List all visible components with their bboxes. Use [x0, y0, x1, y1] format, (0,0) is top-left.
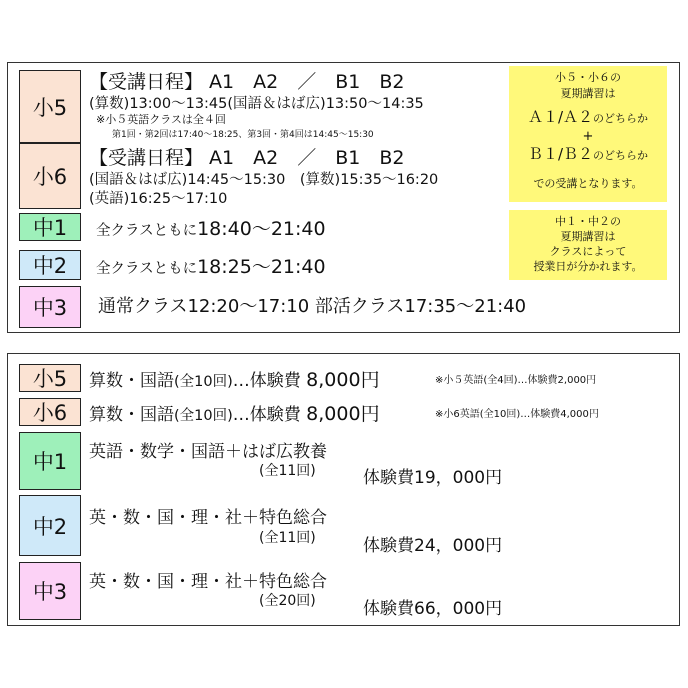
- j2-schedule-prefix: 全クラスともに: [96, 261, 198, 277]
- e5-fee-subjects: 算数・国語: [89, 371, 174, 391]
- elem-note-line3: [509, 106, 667, 130]
- e5-english-note: ※小５英語クラスは全４回: [96, 113, 226, 126]
- e5-fee-count: (全10回): [174, 374, 233, 390]
- e6-fee-line: [89, 399, 380, 426]
- elementary-course-note: [509, 66, 667, 202]
- j1-fee-count: (全11回): [259, 463, 316, 479]
- e6-english-fee-note: ※小6英語(全10回)…体験費4,000円: [435, 409, 599, 420]
- j1-schedule-time: 18:40～21:40: [197, 218, 326, 240]
- e6-schedule-times: (国語＆はば広)14:45～15:30 (算数)15:35～16:20: [89, 172, 439, 188]
- j2-schedule-time: 18:25～21:40: [197, 256, 326, 278]
- e5-english-times: 第1回・第2回は17:40～18:25、第3回・第4回は14:45～15:30: [112, 130, 374, 140]
- elem-note-b-option: Ｂ１/Ｂ２: [527, 145, 594, 163]
- e5-fee-line: [89, 365, 380, 392]
- e5-fee-amount: 8,000円: [306, 369, 380, 391]
- e5-fee-prefix: …体験費: [232, 371, 307, 391]
- j2-fee-subjects: 英・数・国・理・社＋特色総合: [89, 508, 327, 528]
- j1-fee-amount: 体験費19，000円: [363, 468, 503, 488]
- elem-note-line5: での受講となります。: [533, 177, 643, 190]
- e6-english-times: (英語)16:25～17:10: [89, 191, 228, 207]
- elem-note-b-suffix: のどちらか: [593, 149, 649, 162]
- fee-panel: [7, 353, 680, 626]
- j2-schedule: [96, 252, 326, 279]
- grade-badge-j2: 中2: [19, 250, 81, 280]
- j3-fee-amount: 体験費66，000円: [363, 599, 503, 619]
- elem-note-line1: 小５・小６の: [555, 71, 621, 84]
- j3-schedule: 通常クラス12:20～17:10 部活クラス17:35～21:40: [98, 296, 527, 317]
- elem-note-line4: [509, 144, 667, 166]
- e5-schedule-heading: 【受講日程】 A1 A2 ／ B1 B2: [89, 71, 405, 93]
- elem-note-a-suffix: のどちらか: [593, 112, 649, 125]
- e5-schedule-times: (算数)13:00～13:45(国語＆はば広)13:50～14:35: [89, 96, 424, 112]
- elem-note-a-option: Ａ１/Ａ２: [527, 108, 594, 126]
- j3-fee-subjects: 英・数・国・理・社＋特色総合: [89, 572, 327, 592]
- jr-note-line3: クラスによって: [549, 245, 627, 258]
- junior-high-course-note: [509, 210, 667, 280]
- elem-note-line2: 夏期講習は: [560, 87, 616, 100]
- e6-schedule-heading: 【受講日程】 A1 A2 ／ B1 B2: [89, 147, 405, 169]
- grade-badge-j1: 中1: [19, 213, 81, 241]
- e6-fee-subjects: 算数・国語: [89, 405, 174, 425]
- fee-grade-badge-j2: 中2: [19, 495, 81, 556]
- e6-fee-prefix: …体験費: [232, 405, 307, 425]
- jr-note-line1: 中１・中２の: [555, 215, 621, 228]
- fee-grade-badge-e6: 小6: [19, 398, 81, 426]
- e5-english-fee-note: ※小５英語(全4回)…体験費2,000円: [435, 375, 597, 386]
- j1-schedule: [96, 214, 326, 241]
- fee-grade-badge-e5: 小5: [19, 364, 81, 392]
- grade-badge-j3: 中3: [19, 286, 81, 328]
- elem-note-plus: +: [582, 129, 594, 144]
- schedule-panel: [7, 62, 680, 333]
- jr-note-line4: 授業日が分かれます。: [533, 260, 643, 273]
- e6-fee-count: (全10回): [174, 408, 233, 424]
- fee-grade-badge-j3: 中3: [19, 562, 81, 620]
- grade-badge-e6: 小6: [19, 143, 81, 209]
- fee-grade-badge-j1: 中1: [19, 432, 81, 490]
- jr-note-line2: 夏期講習は: [560, 230, 616, 243]
- j3-fee-count: (全20回): [259, 593, 316, 609]
- j1-fee-subjects: 英語・数学・国語＋はば広教養: [89, 442, 327, 462]
- j2-fee-count: (全11回): [259, 530, 316, 546]
- e6-fee-amount: 8,000円: [306, 403, 380, 425]
- grade-badge-e5: 小5: [19, 70, 81, 143]
- j2-fee-amount: 体験費24，000円: [363, 536, 503, 556]
- j1-schedule-prefix: 全クラスともに: [96, 223, 198, 239]
